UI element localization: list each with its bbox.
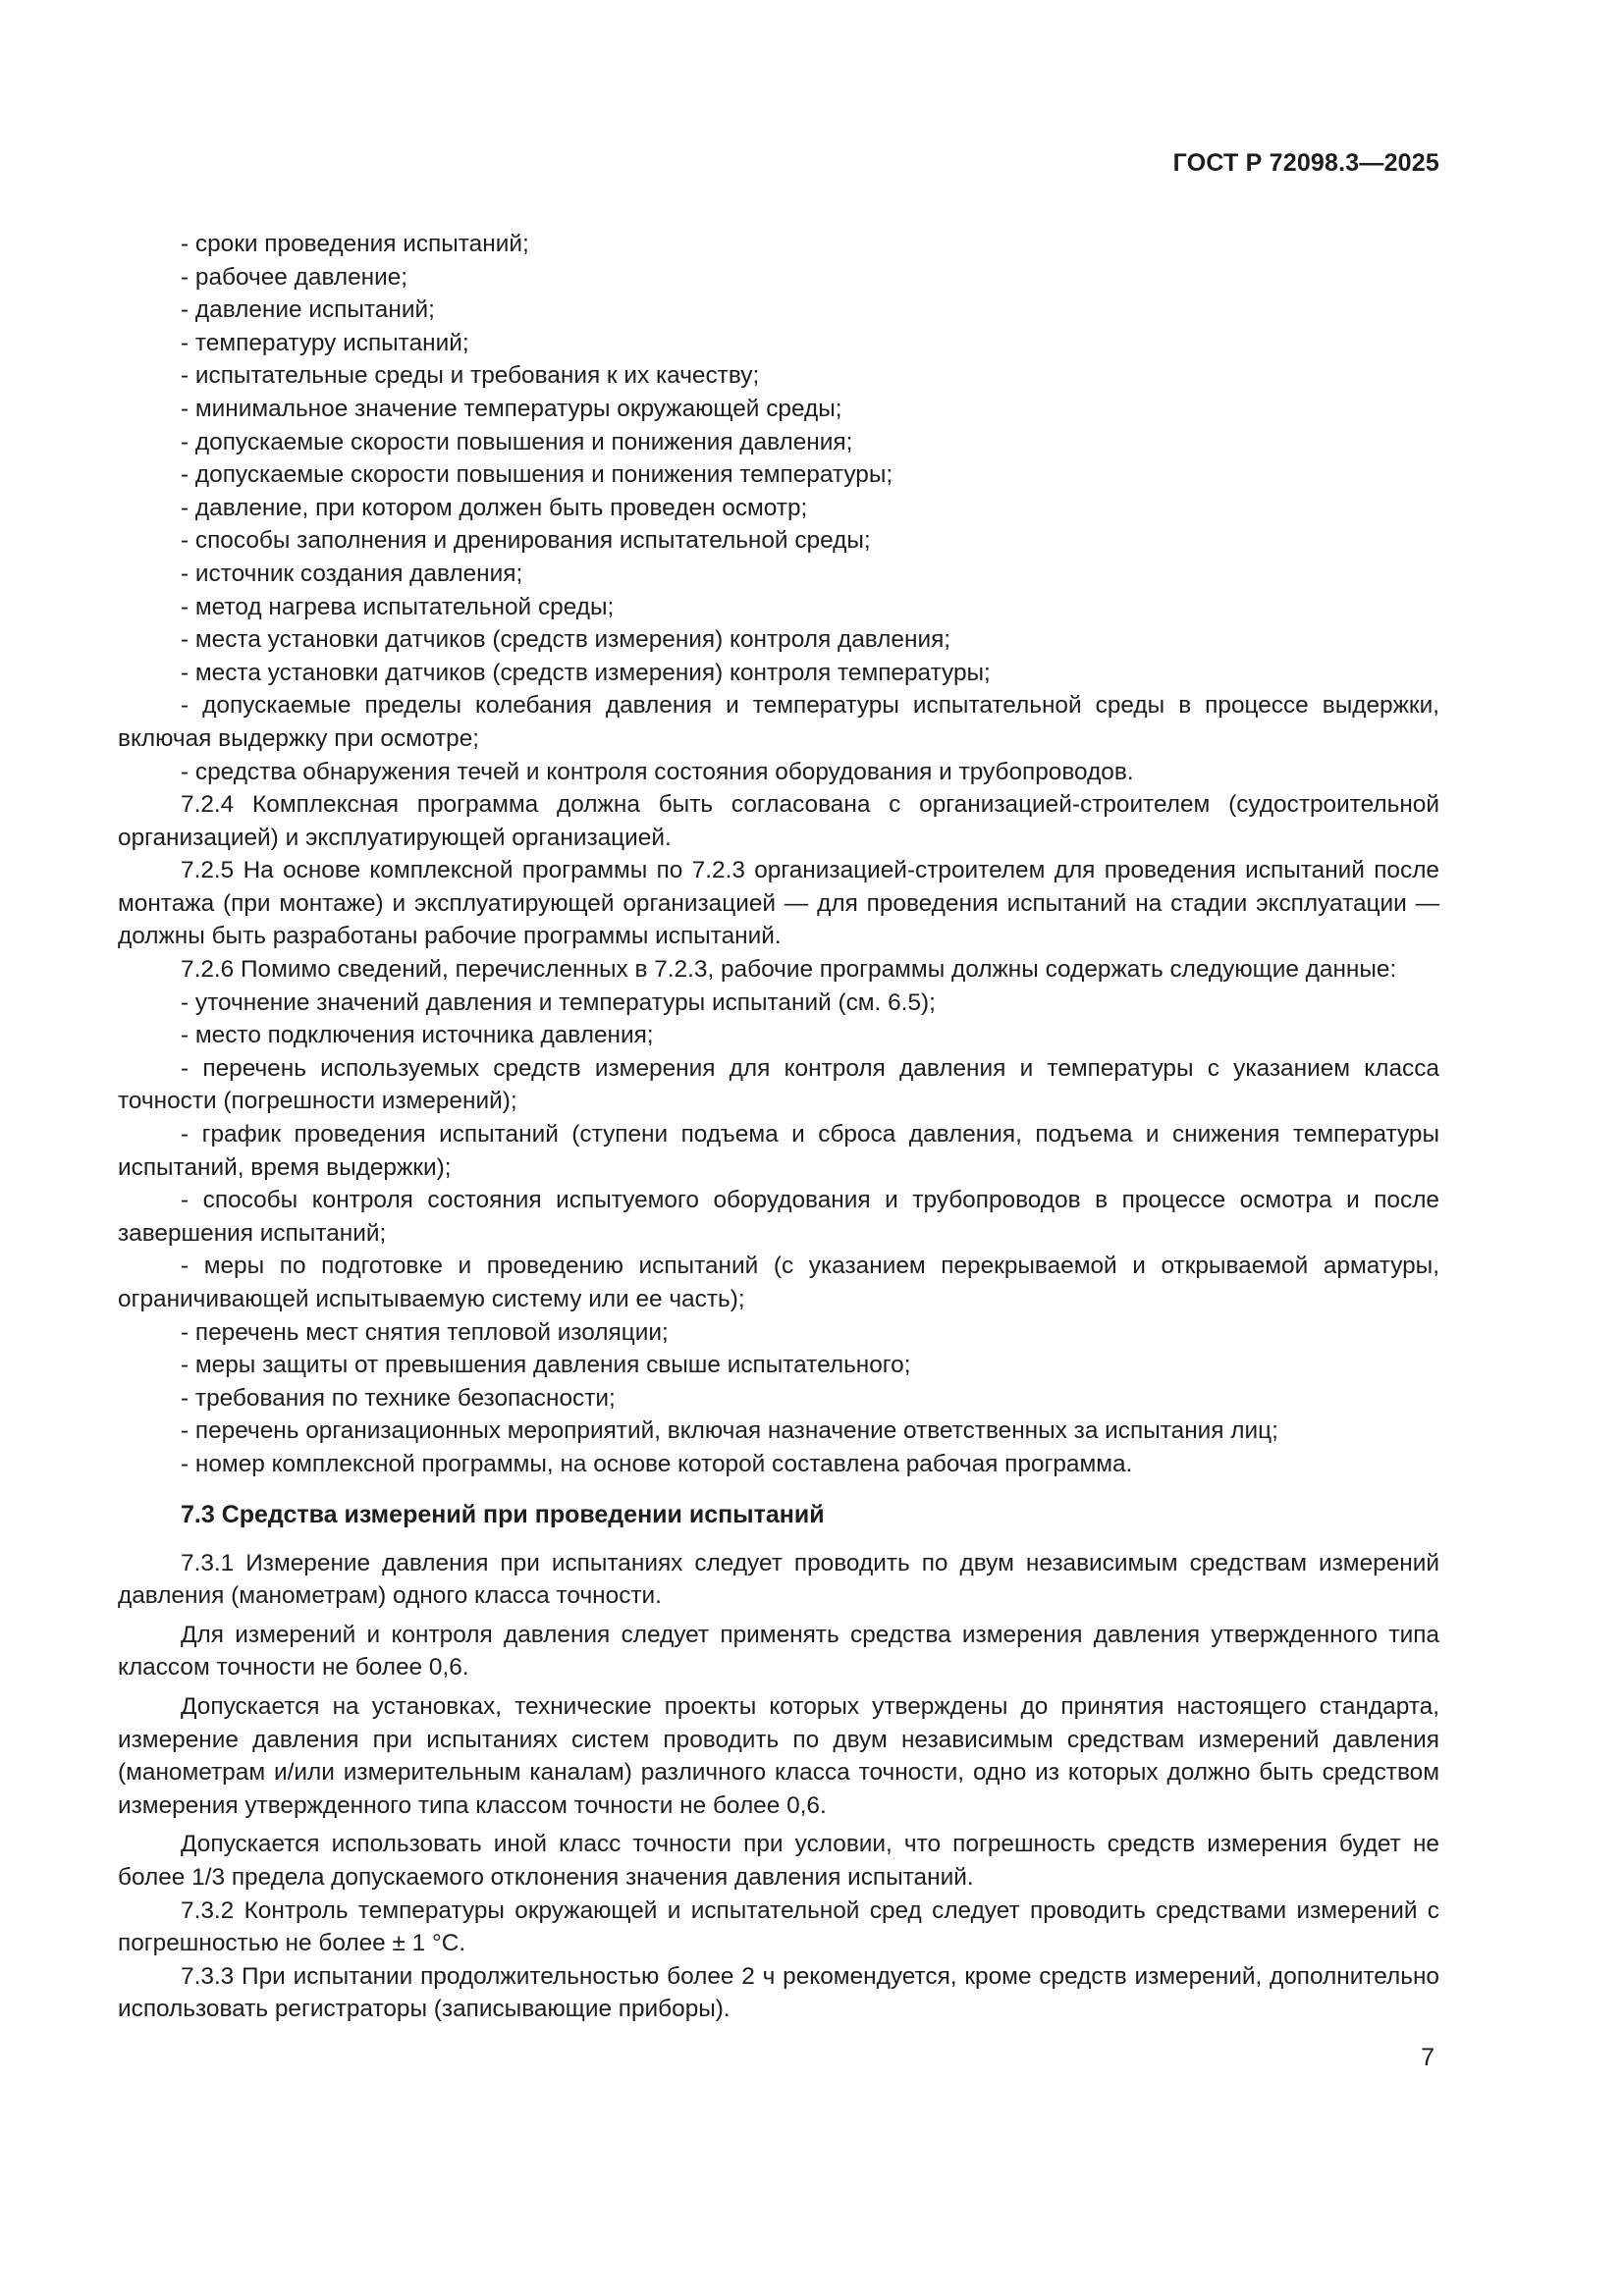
list-item: - допускаемые скорости повышения и понижения давления; bbox=[181, 428, 853, 455]
list-item: - меры по подготовке и проведению испытаний (с указанием перекрываемой и открываемой арматуры, ограничивающей испытываемую систему или ее часть); bbox=[118, 1253, 1439, 1312]
list-item: - сроки проведения испытаний; bbox=[181, 231, 529, 257]
paragraph-7-3-3: 7.3.3 При испытании продолжительностью более 2 ч рекомендуется, кроме средств измерений, дополнительно использовать регистраторы (записывающие приборы). bbox=[118, 1962, 1439, 2023]
list-item: - минимальное значение температуры окружающей среды; bbox=[181, 395, 842, 422]
paragraph-7-3-2: 7.3.2 Контроль температуры окружающей и испытательной сред следует проводить средствами измерений с погрешностью не более ± 1 °С. bbox=[118, 1896, 1439, 1957]
list-item: - источник создания давления; bbox=[181, 560, 523, 587]
paragraph-7-3-1-d: Допускается использовать иной класс точности при условии, что погрешность средств измерения будет не более 1/3 предела допускаемого отклонения значения давления испытаний. bbox=[118, 1831, 1439, 1891]
list-item: - испытательные среды и требования к их качеству; bbox=[181, 362, 760, 390]
list-item: - метод нагрева испытательной среды; bbox=[181, 593, 615, 620]
document-code-header: ГОСТ Р 72098.3—2025 bbox=[1172, 149, 1439, 177]
list-item: - давление, при котором должен быть проведен осмотр; bbox=[181, 494, 808, 521]
paragraph-7-2-5: 7.2.5 На основе комплексной программы по 7.2.3 организацией-строителем для проведения испытаний после монтажа (при монтаже) и эксплуатирующей организацией — для проведения испытаний на стадии эксплуатации — должны быть разработаны рабочие программы испытаний. bbox=[118, 857, 1439, 950]
list-item: - давление испытаний; bbox=[181, 296, 435, 324]
list-item: - перечень мест снятия тепловой изоляции; bbox=[181, 1318, 669, 1346]
list-item: - перечень используемых средств измерения для контроля давления и температуры с указанием класса точности (погрешности измерений); bbox=[118, 1054, 1439, 1115]
list-item: - место подключения источника давления; bbox=[181, 1022, 654, 1049]
page-number: 7 bbox=[1421, 2044, 1435, 2071]
list-item: - места установки датчиков (средств измерения) контроля давления; bbox=[181, 626, 951, 654]
list-item: - допускаемые пределы колебания давления и температуры испытательной среды в процессе выдержки, включая выдержку при осмотре; bbox=[118, 692, 1439, 752]
paragraph-7-3-1: 7.3.1 Измерение давления при испытаниях следует проводить по двум независимым средствам измерений давления (манометрам) одного класса точности. bbox=[118, 1549, 1439, 1610]
requirements-list-a bbox=[118, 228, 1439, 788]
paragraph-7-2-4: 7.2.4 Комплексная программа должна быть согласована с организацией-строителем (судостроительной организацией) и эксплуатирующей организацией. bbox=[118, 791, 1439, 851]
document-body bbox=[118, 228, 1439, 2026]
list-item: - способы заполнения и дренирования испытательной среды; bbox=[181, 527, 871, 555]
list-item: - допускаемые скорости повышения и понижения температуры; bbox=[181, 461, 893, 489]
list-item: - меры защиты от превышения давления свыше испытательного; bbox=[181, 1352, 911, 1379]
section-heading-7-3: 7.3 Средства измерений при проведении испытаний bbox=[181, 1500, 825, 1528]
list-item: - места установки датчиков (средств измерения) контроля температуры; bbox=[181, 659, 991, 686]
list-item: - перечень организационных мероприятий, включая назначение ответственных за испытания лиц; bbox=[181, 1417, 1278, 1445]
list-item: - средства обнаружения течей и контроля состояния оборудования и трубопроводов. bbox=[181, 758, 1134, 785]
list-item: - требования по технике безопасности; bbox=[181, 1384, 616, 1412]
list-item: - уточнение значений давления и температуры испытаний (см. 6.5); bbox=[181, 988, 936, 1016]
paragraph-7-3-1-c: Допускается на установках, технические проекты которых утверждены до принятия настоящего стандарта, измерение давления при испытаниях систем проводить по двум независимым средствам измерений давления (манометрам и/или измерительным каналам) различного класса точности, одно из которых должно быть средством измерения утвержденного типа классом точности не более 0,6. bbox=[118, 1692, 1439, 1819]
paragraph-7-3-1-b: Для измерений и контроля давления следует применять средства измерения давления утвержденного типа классом точности не более 0,6. bbox=[118, 1621, 1439, 1682]
list-item: - температуру испытаний; bbox=[181, 329, 469, 356]
list-item: - рабочее давление; bbox=[181, 263, 408, 291]
paragraph-7-2-6: 7.2.6 Помимо сведений, перечисленных в 7.2.3, рабочие программы должны содержать следующие данные: bbox=[181, 956, 1397, 984]
requirements-list-b bbox=[118, 987, 1439, 1481]
list-item: - номер комплексной программы, на основе которой составлена рабочая программа. bbox=[181, 1450, 1133, 1477]
list-item: - способы контроля состояния испытуемого оборудования и трубопроводов в процессе осмотра и после завершения испытаний; bbox=[118, 1187, 1439, 1247]
list-item: - график проведения испытаний (ступени подъема и сброса давления, подъема и снижения температуры испытаний, время выдержки); bbox=[118, 1121, 1439, 1181]
